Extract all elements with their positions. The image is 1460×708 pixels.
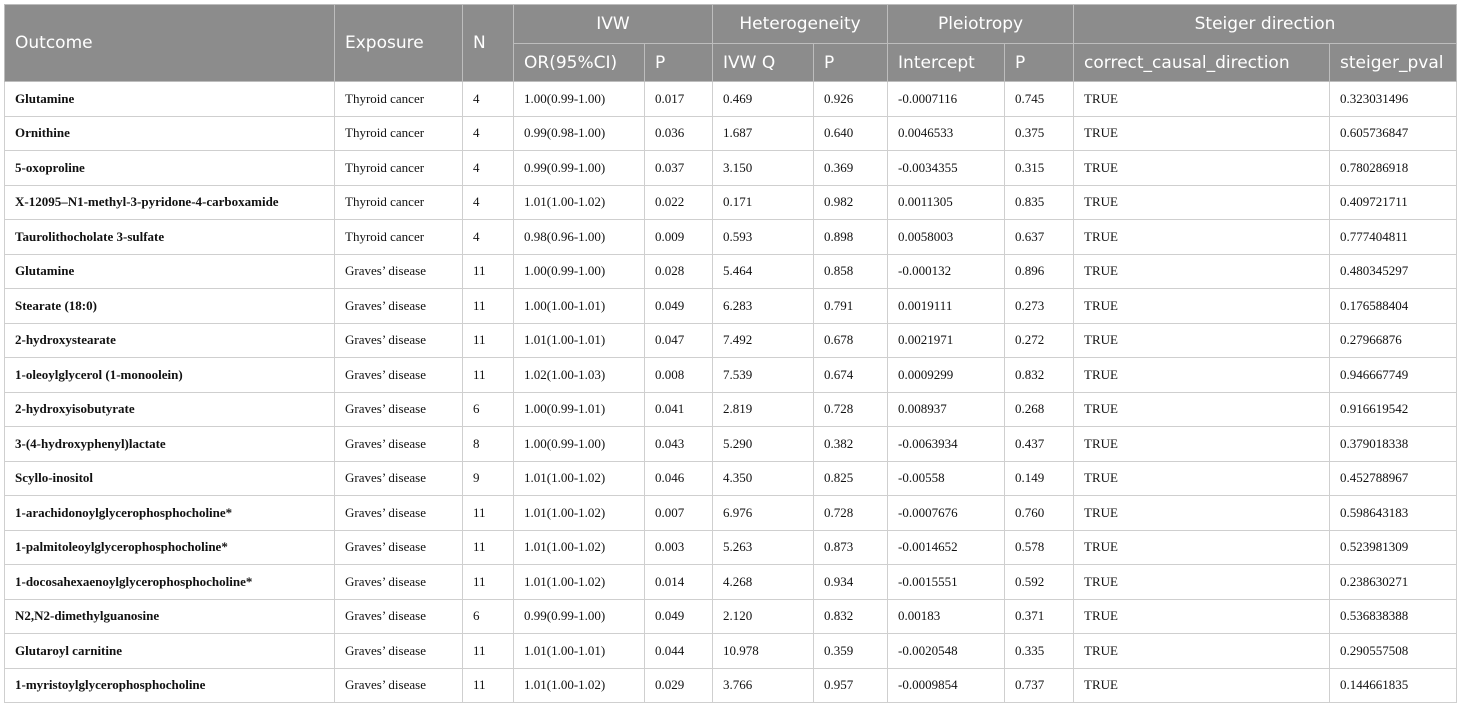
table-row (5, 427, 1457, 462)
cell-outcome: 1-myristoylglycerophosphocholine (5, 668, 335, 703)
cell-ivw-p: 0.041 (645, 392, 713, 427)
cell-exposure: Graves’ disease (335, 323, 463, 358)
cell-pleio-p: 0.315 (1005, 151, 1074, 186)
cell-correct-causal-direction: TRUE (1074, 599, 1330, 634)
cell-correct-causal-direction: TRUE (1074, 82, 1330, 117)
cell-or-ci: 1.01(1.00-1.02) (514, 496, 645, 531)
cell-steiger-pval: 0.144661835 (1330, 668, 1457, 703)
cell-het-p: 0.359 (814, 634, 888, 669)
cell-exposure: Thyroid cancer (335, 116, 463, 151)
cell-or-ci: 1.01(1.00-1.01) (514, 634, 645, 669)
cell-ivw-p: 0.022 (645, 185, 713, 220)
col-header-ivw-q: IVW Q (713, 44, 814, 82)
col-header-pleio-p: P (1005, 44, 1074, 82)
table-body (5, 82, 1457, 703)
table-row (5, 289, 1457, 324)
cell-ivw-p: 0.047 (645, 323, 713, 358)
cell-ivw-p: 0.049 (645, 599, 713, 634)
cell-or-ci: 1.00(0.99-1.01) (514, 392, 645, 427)
cell-intercept: -0.00558 (888, 461, 1005, 496)
cell-steiger-pval: 0.605736847 (1330, 116, 1457, 151)
cell-correct-causal-direction: TRUE (1074, 392, 1330, 427)
cell-ivw-q: 0.171 (713, 185, 814, 220)
cell-outcome: 1-oleoylglycerol (1-monoolein) (5, 358, 335, 393)
cell-outcome: Stearate (18:0) (5, 289, 335, 324)
table-row (5, 634, 1457, 669)
cell-steiger-pval: 0.946667749 (1330, 358, 1457, 393)
cell-exposure: Graves’ disease (335, 358, 463, 393)
cell-pleio-p: 0.335 (1005, 634, 1074, 669)
cell-steiger-pval: 0.916619542 (1330, 392, 1457, 427)
cell-pleio-p: 0.637 (1005, 220, 1074, 255)
cell-exposure: Graves’ disease (335, 392, 463, 427)
cell-or-ci: 0.98(0.96-1.00) (514, 220, 645, 255)
cell-ivw-q: 5.290 (713, 427, 814, 462)
cell-outcome: Glutamine (5, 254, 335, 289)
cell-outcome: Taurolithocholate 3-sulfate (5, 220, 335, 255)
cell-correct-causal-direction: TRUE (1074, 254, 1330, 289)
cell-steiger-pval: 0.523981309 (1330, 530, 1457, 565)
cell-correct-causal-direction: TRUE (1074, 323, 1330, 358)
cell-het-p: 0.898 (814, 220, 888, 255)
table-row (5, 151, 1457, 186)
cell-n: 4 (463, 82, 514, 117)
cell-n: 11 (463, 530, 514, 565)
cell-exposure: Graves’ disease (335, 530, 463, 565)
cell-intercept: -0.0007116 (888, 82, 1005, 117)
table-row (5, 185, 1457, 220)
cell-intercept: 0.0009299 (888, 358, 1005, 393)
cell-steiger-pval: 0.290557508 (1330, 634, 1457, 669)
cell-pleio-p: 0.273 (1005, 289, 1074, 324)
cell-het-p: 0.873 (814, 530, 888, 565)
cell-exposure: Thyroid cancer (335, 220, 463, 255)
table-row (5, 392, 1457, 427)
cell-intercept: 0.0046533 (888, 116, 1005, 151)
cell-ivw-q: 4.350 (713, 461, 814, 496)
cell-n: 11 (463, 668, 514, 703)
col-header-outcome: Outcome (5, 5, 335, 82)
cell-ivw-p: 0.007 (645, 496, 713, 531)
cell-intercept: -0.0015551 (888, 565, 1005, 600)
table-row (5, 599, 1457, 634)
col-header-steiger-pval: steiger_pval (1330, 44, 1457, 82)
cell-ivw-p: 0.043 (645, 427, 713, 462)
cell-or-ci: 1.00(0.99-1.00) (514, 427, 645, 462)
cell-ivw-q: 2.120 (713, 599, 814, 634)
cell-n: 8 (463, 427, 514, 462)
cell-or-ci: 1.00(0.99-1.00) (514, 82, 645, 117)
cell-correct-causal-direction: TRUE (1074, 634, 1330, 669)
table-row (5, 496, 1457, 531)
col-header-exposure: Exposure (335, 5, 463, 82)
cell-or-ci: 0.99(0.99-1.00) (514, 599, 645, 634)
cell-pleio-p: 0.835 (1005, 185, 1074, 220)
cell-pleio-p: 0.896 (1005, 254, 1074, 289)
cell-pleio-p: 0.760 (1005, 496, 1074, 531)
cell-het-p: 0.640 (814, 116, 888, 151)
table-row (5, 220, 1457, 255)
cell-correct-causal-direction: TRUE (1074, 565, 1330, 600)
cell-ivw-p: 0.037 (645, 151, 713, 186)
cell-n: 11 (463, 323, 514, 358)
cell-pleio-p: 0.272 (1005, 323, 1074, 358)
cell-correct-causal-direction: TRUE (1074, 185, 1330, 220)
cell-pleio-p: 0.371 (1005, 599, 1074, 634)
cell-exposure: Graves’ disease (335, 565, 463, 600)
cell-ivw-p: 0.017 (645, 82, 713, 117)
cell-correct-causal-direction: TRUE (1074, 358, 1330, 393)
cell-n: 11 (463, 634, 514, 669)
cell-het-p: 0.832 (814, 599, 888, 634)
table-row (5, 565, 1457, 600)
cell-het-p: 0.926 (814, 82, 888, 117)
cell-exposure: Thyroid cancer (335, 82, 463, 117)
cell-or-ci: 1.01(1.00-1.01) (514, 323, 645, 358)
cell-exposure: Graves’ disease (335, 634, 463, 669)
cell-ivw-q: 7.539 (713, 358, 814, 393)
cell-steiger-pval: 0.379018338 (1330, 427, 1457, 462)
cell-outcome: N2,N2-dimethylguanosine (5, 599, 335, 634)
cell-exposure: Graves’ disease (335, 427, 463, 462)
cell-exposure: Thyroid cancer (335, 151, 463, 186)
table-row (5, 254, 1457, 289)
cell-correct-causal-direction: TRUE (1074, 289, 1330, 324)
cell-outcome: 1-arachidonoylglycerophosphocholine* (5, 496, 335, 531)
cell-correct-causal-direction: TRUE (1074, 116, 1330, 151)
cell-n: 9 (463, 461, 514, 496)
col-header-ivw-p: P (645, 44, 713, 82)
cell-n: 4 (463, 116, 514, 151)
cell-correct-causal-direction: TRUE (1074, 151, 1330, 186)
table-row (5, 116, 1457, 151)
cell-ivw-q: 10.978 (713, 634, 814, 669)
cell-exposure: Graves’ disease (335, 668, 463, 703)
cell-exposure: Graves’ disease (335, 461, 463, 496)
cell-steiger-pval: 0.452788967 (1330, 461, 1457, 496)
cell-ivw-p: 0.049 (645, 289, 713, 324)
cell-pleio-p: 0.437 (1005, 427, 1074, 462)
cell-outcome: 2-hydroxystearate (5, 323, 335, 358)
cell-ivw-q: 3.150 (713, 151, 814, 186)
cell-or-ci: 1.00(1.00-1.01) (514, 289, 645, 324)
cell-intercept: 0.008937 (888, 392, 1005, 427)
cell-pleio-p: 0.375 (1005, 116, 1074, 151)
table-row (5, 530, 1457, 565)
cell-het-p: 0.825 (814, 461, 888, 496)
col-header-het-p: P (814, 44, 888, 82)
table-row (5, 82, 1457, 117)
cell-ivw-q: 5.263 (713, 530, 814, 565)
cell-intercept: 0.0019111 (888, 289, 1005, 324)
cell-or-ci: 1.00(0.99-1.00) (514, 254, 645, 289)
cell-ivw-p: 0.008 (645, 358, 713, 393)
col-header-or-ci: OR(95%CI) (514, 44, 645, 82)
cell-het-p: 0.858 (814, 254, 888, 289)
cell-pleio-p: 0.578 (1005, 530, 1074, 565)
cell-steiger-pval: 0.480345297 (1330, 254, 1457, 289)
cell-or-ci: 1.01(1.00-1.02) (514, 461, 645, 496)
cell-correct-causal-direction: TRUE (1074, 496, 1330, 531)
cell-outcome: 1-docosahexaenoylglycerophosphocholine* (5, 565, 335, 600)
cell-or-ci: 0.99(0.99-1.00) (514, 151, 645, 186)
cell-pleio-p: 0.592 (1005, 565, 1074, 600)
table-row (5, 461, 1457, 496)
cell-intercept: 0.0021971 (888, 323, 1005, 358)
cell-correct-causal-direction: TRUE (1074, 461, 1330, 496)
cell-n: 11 (463, 565, 514, 600)
cell-ivw-q: 6.283 (713, 289, 814, 324)
cell-ivw-q: 0.469 (713, 82, 814, 117)
cell-het-p: 0.674 (814, 358, 888, 393)
cell-or-ci: 1.01(1.00-1.02) (514, 668, 645, 703)
cell-intercept: -0.0007676 (888, 496, 1005, 531)
cell-outcome: Scyllo-inositol (5, 461, 335, 496)
cell-ivw-p: 0.028 (645, 254, 713, 289)
cell-ivw-p: 0.046 (645, 461, 713, 496)
mr-results-table (4, 4, 1457, 703)
cell-steiger-pval: 0.27966876 (1330, 323, 1457, 358)
cell-ivw-p: 0.036 (645, 116, 713, 151)
cell-het-p: 0.982 (814, 185, 888, 220)
cell-intercept: -0.0020548 (888, 634, 1005, 669)
cell-het-p: 0.678 (814, 323, 888, 358)
cell-pleio-p: 0.832 (1005, 358, 1074, 393)
cell-outcome: X-12095–N1-methyl-3-pyridone-4-carboxamide (5, 185, 335, 220)
cell-or-ci: 1.01(1.00-1.02) (514, 565, 645, 600)
cell-steiger-pval: 0.777404811 (1330, 220, 1457, 255)
cell-intercept: -0.0014652 (888, 530, 1005, 565)
cell-steiger-pval: 0.536838388 (1330, 599, 1457, 634)
cell-correct-causal-direction: TRUE (1074, 530, 1330, 565)
cell-outcome: 3-(4-hydroxyphenyl)lactate (5, 427, 335, 462)
cell-n: 4 (463, 220, 514, 255)
cell-steiger-pval: 0.780286918 (1330, 151, 1457, 186)
header-row-top (5, 5, 1457, 44)
cell-het-p: 0.728 (814, 496, 888, 531)
cell-or-ci: 0.99(0.98-1.00) (514, 116, 645, 151)
cell-het-p: 0.957 (814, 668, 888, 703)
cell-exposure: Graves’ disease (335, 289, 463, 324)
cell-n: 4 (463, 151, 514, 186)
cell-ivw-q: 1.687 (713, 116, 814, 151)
cell-pleio-p: 0.268 (1005, 392, 1074, 427)
cell-correct-causal-direction: TRUE (1074, 220, 1330, 255)
cell-ivw-q: 5.464 (713, 254, 814, 289)
cell-ivw-q: 3.766 (713, 668, 814, 703)
table-row (5, 323, 1457, 358)
cell-n: 11 (463, 289, 514, 324)
cell-ivw-q: 7.492 (713, 323, 814, 358)
cell-n: 6 (463, 599, 514, 634)
cell-correct-causal-direction: TRUE (1074, 668, 1330, 703)
cell-n: 11 (463, 358, 514, 393)
cell-pleio-p: 0.149 (1005, 461, 1074, 496)
cell-outcome: Glutaroyl carnitine (5, 634, 335, 669)
cell-het-p: 0.382 (814, 427, 888, 462)
col-header-intercept: Intercept (888, 44, 1005, 82)
cell-ivw-p: 0.029 (645, 668, 713, 703)
cell-ivw-q: 6.976 (713, 496, 814, 531)
cell-ivw-p: 0.003 (645, 530, 713, 565)
cell-exposure: Graves’ disease (335, 496, 463, 531)
col-header-n: N (463, 5, 514, 82)
cell-pleio-p: 0.745 (1005, 82, 1074, 117)
cell-intercept: -0.0034355 (888, 151, 1005, 186)
cell-het-p: 0.791 (814, 289, 888, 324)
cell-ivw-p: 0.009 (645, 220, 713, 255)
cell-outcome: 2-hydroxyisobutyrate (5, 392, 335, 427)
cell-n: 4 (463, 185, 514, 220)
cell-ivw-q: 4.268 (713, 565, 814, 600)
cell-het-p: 0.934 (814, 565, 888, 600)
cell-intercept: 0.0011305 (888, 185, 1005, 220)
cell-ivw-p: 0.044 (645, 634, 713, 669)
cell-exposure: Thyroid cancer (335, 185, 463, 220)
cell-n: 6 (463, 392, 514, 427)
table-row (5, 358, 1457, 393)
group-header-heterogeneity: Heterogeneity (713, 5, 888, 44)
cell-n: 11 (463, 254, 514, 289)
cell-ivw-q: 0.593 (713, 220, 814, 255)
cell-exposure: Graves’ disease (335, 254, 463, 289)
group-header-ivw: IVW (514, 5, 713, 44)
cell-n: 11 (463, 496, 514, 531)
cell-outcome: 5-oxoproline (5, 151, 335, 186)
cell-outcome: Glutamine (5, 82, 335, 117)
cell-steiger-pval: 0.323031496 (1330, 82, 1457, 117)
cell-steiger-pval: 0.176588404 (1330, 289, 1457, 324)
cell-or-ci: 1.02(1.00-1.03) (514, 358, 645, 393)
col-header-correct-causal-direction: correct_causal_direction (1074, 44, 1330, 82)
table-row (5, 668, 1457, 703)
cell-intercept: -0.0063934 (888, 427, 1005, 462)
cell-steiger-pval: 0.409721711 (1330, 185, 1457, 220)
cell-intercept: 0.00183 (888, 599, 1005, 634)
cell-pleio-p: 0.737 (1005, 668, 1074, 703)
cell-intercept: -0.000132 (888, 254, 1005, 289)
cell-or-ci: 1.01(1.00-1.02) (514, 185, 645, 220)
cell-intercept: 0.0058003 (888, 220, 1005, 255)
cell-exposure: Graves’ disease (335, 599, 463, 634)
cell-or-ci: 1.01(1.00-1.02) (514, 530, 645, 565)
cell-correct-causal-direction: TRUE (1074, 427, 1330, 462)
cell-het-p: 0.728 (814, 392, 888, 427)
cell-het-p: 0.369 (814, 151, 888, 186)
group-header-pleiotropy: Pleiotropy (888, 5, 1074, 44)
cell-intercept: -0.0009854 (888, 668, 1005, 703)
cell-steiger-pval: 0.238630271 (1330, 565, 1457, 600)
cell-outcome: 1-palmitoleoylglycerophosphocholine* (5, 530, 335, 565)
cell-ivw-q: 2.819 (713, 392, 814, 427)
group-header-steiger: Steiger direction (1074, 5, 1457, 44)
cell-ivw-p: 0.014 (645, 565, 713, 600)
cell-steiger-pval: 0.598643183 (1330, 496, 1457, 531)
cell-outcome: Ornithine (5, 116, 335, 151)
